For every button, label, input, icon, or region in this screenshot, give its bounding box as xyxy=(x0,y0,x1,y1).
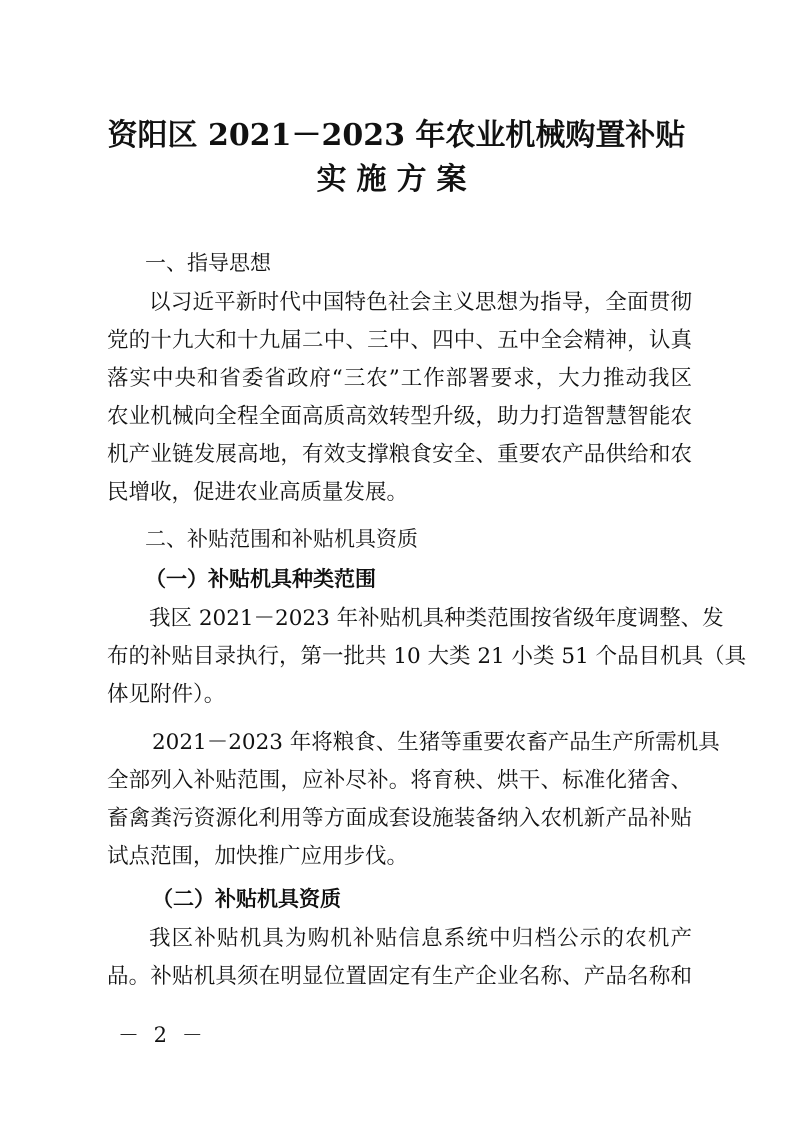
subsection-1-line: 我区 2021－2023 年补贴机具种类范围按省级年度调整、发 xyxy=(149,606,724,631)
subsection-1-line: 畜禽粪污资源化利用等方面成套设施装备纳入农机新产品补贴 xyxy=(107,806,692,831)
subsection-1-line: 2021－2023 年将粮食、生猪等重要农畜产品生产所需机具 xyxy=(152,730,720,755)
subsection-2-line: 我区补贴机具为购机补贴信息系统中归档公示的农机产 xyxy=(149,926,692,951)
section-1-line: 民增收，促进农业高质量发展。 xyxy=(107,480,409,505)
subsection-1-heading: （一）补贴机具种类范围 xyxy=(145,566,376,591)
document-title-line-1: 资阳区 2021－2023 年农业机械购置补贴 xyxy=(107,118,686,153)
page-number: － 2 － xyxy=(118,1023,207,1047)
subsection-1-line: 试点范围，加快推广应用步伐。 xyxy=(107,844,409,869)
section-1-line: 党的十九大和十九届二中、三中、四中、五中全会精神，认真 xyxy=(107,328,692,353)
subsection-2-heading: （二）补贴机具资质 xyxy=(152,886,341,911)
section-1-line: 落实中央和省委省政府“三农”工作部署要求，大力推动我区 xyxy=(107,366,692,391)
subsection-1-line: 布的补贴目录执行，第一批共 10 大类 21 小类 51 个品目机具（具 xyxy=(107,644,747,669)
section-1-line: 农业机械向全程全面高质高效转型升级，助力打造智慧智能农 xyxy=(107,404,692,429)
section-2-heading: 二、补贴范围和补贴机具资质 xyxy=(145,527,418,551)
subsection-2-line: 品。补贴机具须在明显位置固定有生产企业名称、产品名称和 xyxy=(107,964,692,989)
subsection-1-line: 体见附件）。 xyxy=(107,682,226,707)
section-1-line: 以习近平新时代中国特色社会主义思想为指导，全面贯彻 xyxy=(149,290,692,315)
subsection-1-line: 全部列入补贴范围，应补尽补。将育秧、烘干、标准化猪舍、 xyxy=(107,768,692,793)
section-1-heading: 一、指导思想 xyxy=(145,251,271,275)
document-title-line-2: 实施方案 xyxy=(316,162,477,197)
section-1-line: 机产业链发展高地，有效支撑粮食安全、重要农产品供给和农 xyxy=(107,442,692,467)
